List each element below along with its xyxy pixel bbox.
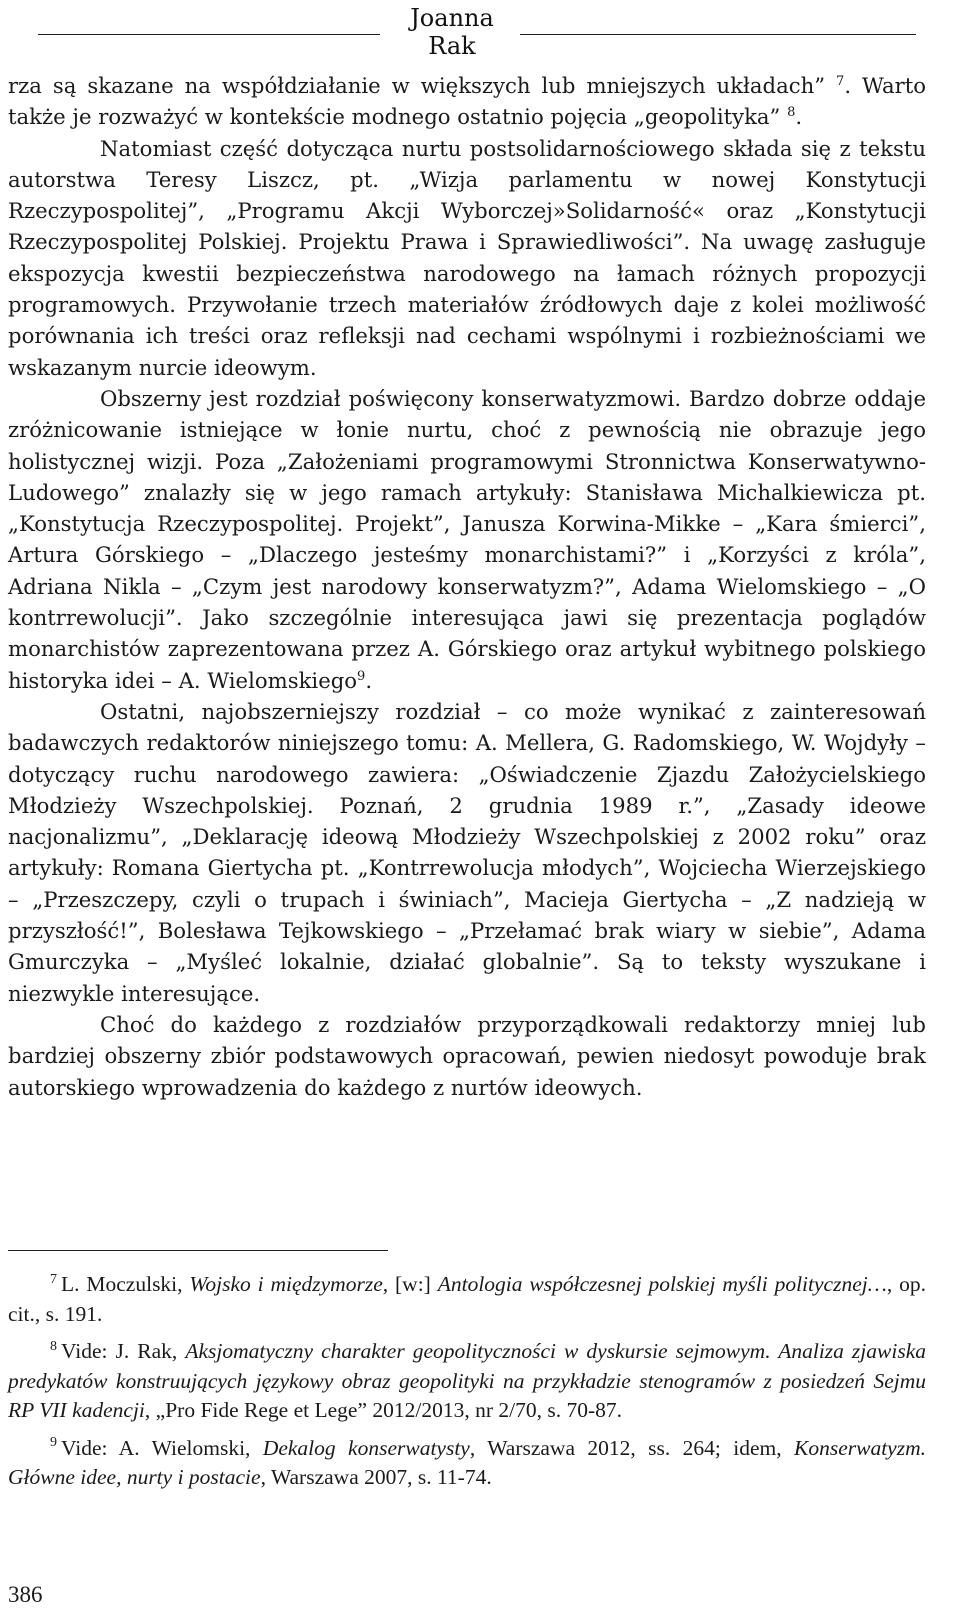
- paragraph-text: Obszerny jest rozdział poświęcony konserwatyzmowi. Bardzo dobrze oddaje zróżnicowanie istniejące w łonie nurtu, choć z pewnością nie obrazuje jego holistycznej wizji. Poza „Założeniami programowymi Stronnictwa Konserwatywno-Ludowego” znalazły się w jego ramach artykuły: Stanisława Michalkiewicza pt. „Konstytucja Rzeczypospolitej. Projekt”, Janusza Korwina-Mikke – „Kara śmierci”, Artura Górskiego – „Dlaczego jesteśmy monarchistami?” i „Korzyści z króla”, Adriana Nikla – „Czym jest narodowy konserwatyzm?”, Adama Wielomskiego – „O kontrrewolucji”. Jako szczególnie interesująca jawi się prezentacja poglądów monarchistów zaprezentowana przez A. Górskiego oraz artykuł wybitnego polskiego historyka idei – A. Wielomskiego: [8, 385, 926, 693]
- footnote-title: Antologia współczesnej polskiej myśli politycznej…: [437, 1272, 887, 1296]
- header-rule-left: [38, 34, 380, 35]
- footnote-text: L. Moczulski,: [61, 1272, 190, 1296]
- paragraph-text: Choć do każdego z rozdziałów przyporządkowali redaktorzy mniej lub bardziej obszerny zbiór podstawowych opracowań, pewien niedosyt powoduje brak autorskiego wprowadzenia do każdego z nurtów ideowych.: [8, 1011, 926, 1100]
- paragraph-text: Ostatni, najobszerniejszy rozdział – co może wynikać z zainteresowań badawczych redaktorów niniejszego tomu: A. Mellera, G. Radomskiego, W. Wojdyły – dotyczący ruchu narodowego zawiera: „Oświadczenie Zjazdu Założycielskiego Młodzieży Wszechpolskiej. Poznań, 2 grudnia 1989 r.”, „Zasady ideowe nacjonalizmu”, „Deklarację ideową Młodzieży Wszechpolskiej z 2002 roku” oraz artykuły: Romana Giertycha pt. „Kontrrewolucja młodych”, Wojciecha Wierzejskiego – „Przeszczepy, czyli o trupach i świniach”, Macieja Giertycha – „Z nadzieją w przyszłość!”, Bolesława Tejkowskiego – „Przełamać brak wiary w siebie”, Adama Gmurczyka – „Myśleć lokalnie, działać globalnie”. Są to teksty wyszukane i niezwykle interesujące.: [8, 698, 926, 1006]
- footnote-text: Vide: J. Rak,: [61, 1339, 186, 1363]
- footnote-text: , Warszawa 2007, s. 11-74.: [260, 1465, 492, 1489]
- body-paragraph: [8, 1009, 926, 1103]
- footnote: [8, 1337, 926, 1426]
- body-paragraph: [8, 696, 926, 1009]
- header-rule-right: [520, 34, 916, 35]
- body-text: [8, 70, 926, 1103]
- footnote-text: , [w:]: [382, 1272, 438, 1296]
- footnote-title: Aksjomatyczny charakter geopolityczności w dyskursie sejmowym. Analiza zjawiska predykatów konstruujących językowy obraz geopolityki na przykładzie stenogramów z posiedzeń Sejmu RP VII kadencji: [8, 1339, 926, 1422]
- body-paragraph: [8, 133, 926, 383]
- header-author: Joanna Rak: [410, 4, 494, 60]
- footnote-separator: [8, 1250, 388, 1251]
- running-header: [0, 2, 960, 60]
- footnote-text: Vide: A. Wielomski,: [61, 1435, 263, 1460]
- paragraph-text: .: [365, 667, 373, 693]
- paragraph-text: Natomiast część dotycząca nurtu postsolidarnościowego składa się z tekstu autorstwa Teresy Liszcz, pt. „Wizja parlamentu w nowej Konstytucji Rzeczypospolitej”, „Programu Akcji Wyborczej»Solidarność« oraz „Konstytucji Rzeczypospolitej Polskiej. Projektu Prawa i Sprawiedliwości”. Na uwagę zasługuje ekspozycja kwestii bezpieczeństwa narodowego na łamach różnych propozycji programowych. Przywołanie trzech materiałów źródłowych daje z kolei możliwość porównania ich treści oraz refleksji nad cechami wspólnymi i rozbieżnościami we wskazanym nurcie ideowym.: [8, 135, 926, 380]
- body-paragraph: [8, 383, 926, 696]
- paragraph-text: rza są skazane na współdziałanie w większych lub mniejszych układach”: [8, 73, 837, 98]
- footnotes: [8, 1270, 926, 1501]
- footnote-title: Konserwatyzm. Główne idee, nurty i postacie: [8, 1435, 926, 1489]
- paragraph-text: .: [795, 104, 803, 130]
- paragraph-text: . Warto także je rozważyć w kontekście modnego ostatnio pojęcia „geopolityka”: [8, 73, 926, 130]
- footnote-text: , op. cit., s. 191.: [8, 1272, 926, 1326]
- footnote-number: 8: [50, 1338, 57, 1354]
- footnote: [8, 1434, 926, 1493]
- footnote-text: , Warszawa 2012, ss. 264; idem,: [469, 1435, 794, 1460]
- footnote-number: 7: [50, 1271, 57, 1287]
- footnote-text: , „Pro Fide Rege et Lege” 2012/2013, nr 2/70, s. 70-87.: [144, 1398, 623, 1422]
- body-paragraph: [8, 70, 926, 133]
- footnote-title: Dekalog konserwatysty: [262, 1435, 470, 1460]
- footnote: [8, 1270, 926, 1329]
- footnote-number: 9: [50, 1435, 57, 1451]
- footnote-reference: 8: [787, 105, 796, 121]
- footnote-title: Wojsko i międzymorze: [189, 1272, 383, 1296]
- footnote-reference: 7: [836, 73, 845, 89]
- footnote-reference: 9: [357, 668, 366, 684]
- page-number: 386: [8, 1582, 43, 1607]
